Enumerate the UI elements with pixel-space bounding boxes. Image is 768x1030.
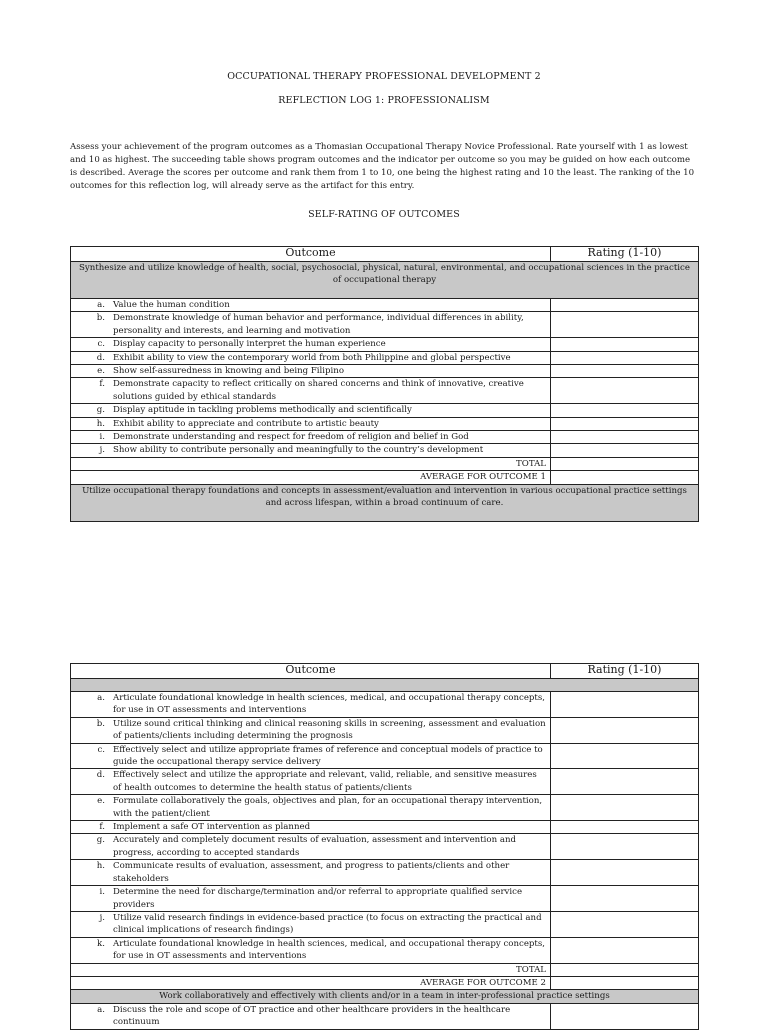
rating-cell[interactable]: [551, 692, 699, 718]
rating-cell[interactable]: [551, 338, 699, 351]
item-text: Demonstrate understanding and respect for freedom of religion and belief in God: [113, 432, 469, 443]
item-letter: i.: [99, 887, 105, 898]
table-row: [71, 299, 699, 312]
table-row: [71, 717, 699, 743]
item-text: Display aptitude in tackling problems methodically and scientifically: [113, 405, 412, 416]
outcome-1-title: Synthesize and utilize knowledge of health, social, psychosocial, physical, natural, environmental, and occupational sciences in the practice of occupational therapy: [71, 262, 699, 299]
item-text: Exhibit ability to appreciate and contribute to artistic beauty: [113, 418, 379, 429]
table-row: [71, 378, 699, 404]
rating-cell[interactable]: [551, 795, 699, 821]
item-letter: a.: [97, 300, 105, 310]
item-letter: d.: [96, 770, 105, 781]
rating-cell[interactable]: [551, 351, 699, 364]
rating-cell[interactable]: [551, 365, 699, 378]
log-title: REFLECTION LOG 1: PROFESSIONALISM: [278, 95, 490, 106]
item-letter: k.: [97, 938, 105, 949]
item-letter: j.: [99, 445, 105, 456]
item-letter: a.: [97, 1004, 105, 1015]
item-letter: e.: [97, 366, 105, 377]
average-label: AVERAGE FOR OUTCOME 2: [71, 976, 551, 989]
table-row: [71, 692, 699, 718]
total-label: TOTAL: [71, 457, 551, 470]
rating-cell[interactable]: [551, 937, 699, 963]
outcome-2-band: [71, 679, 699, 692]
table-row: [71, 937, 699, 963]
outcomes-table-2: [70, 663, 699, 1030]
average-cell[interactable]: [551, 976, 699, 989]
table-header-row: [71, 664, 699, 679]
item-letter: c.: [97, 744, 105, 755]
item-text: Effectively select and utilize appropriate frames of reference and conceptual models of practice to guide the occupational therapy service delivery: [113, 744, 543, 768]
table-row: [71, 821, 699, 834]
outcome-column-header: Outcome: [71, 664, 551, 679]
section-title: SELF-RATING OF OUTCOMES: [308, 209, 460, 220]
table-row: [71, 431, 699, 444]
table-row: [71, 417, 699, 430]
table-row: [71, 834, 699, 860]
item-letter: g.: [96, 835, 105, 846]
outcomes-table-1: [70, 246, 699, 522]
total-row: [71, 963, 699, 976]
table-row: [71, 860, 699, 886]
outcome-3-title-row: [71, 990, 699, 1003]
item-text: Exhibit ability to view the contemporary world from both Philippine and global perspective: [113, 352, 511, 363]
rating-cell[interactable]: [551, 378, 699, 404]
rating-cell[interactable]: [551, 743, 699, 769]
item-text: Determine the need for discharge/termination and/or referral to appropriate qualified service providers: [113, 887, 523, 910]
table-row: [71, 444, 699, 457]
item-text: Accurately and completely document results of evaluation, assessment and intervention and progress, according to accepted standards: [113, 835, 517, 858]
outcome-2-band-row: [71, 679, 699, 692]
item-text: Show self-assuredness in knowing and being Filipino: [113, 366, 345, 377]
table-header-row: [71, 247, 699, 262]
outcome-2-title: Utilize occupational therapy foundations and concepts in assessment/evaluation and intervention in various occupational practice settings and across lifespan, within a broad continuum of care.: [71, 484, 699, 521]
rating-cell[interactable]: [551, 299, 699, 312]
rating-cell[interactable]: [551, 312, 699, 338]
total-cell[interactable]: [551, 457, 699, 470]
item-text: Articulate foundational knowledge in health sciences, medical, and occupational therapy concepts, for use in OT assessments and interventions: [113, 938, 545, 962]
item-letter: i.: [99, 432, 105, 443]
item-text: Demonstrate knowledge of human behavior and performance, individual differences in ability, personality and interests, and learning and motivation: [113, 313, 524, 336]
instructions-text: Assess your achievement of the program outcomes as a Thomasian Occupational Therapy Novice Professional. Rate yourself with 1 as lowest and 10 as highest. The succeeding table shows program outcomes and the indicator per outcome so you may be guided on how each outcome is described. Average the scores per outcome and rank them from 1 to 10, one being the highest rating and 10 the least. The ranking of the 10 outcomes for this reflection log, will already serve as the artifact for this entry.: [70, 142, 695, 191]
table-row: [71, 886, 699, 912]
table-row: [71, 1003, 699, 1029]
course-title: OCCUPATIONAL THERAPY PROFESSIONAL DEVELOPMENT 2: [227, 71, 541, 82]
item-text: Effectively select and utilize the appropriate and relevant, valid, reliable, and sensitive measures of health outcomes to determine the health status of patients/clients: [113, 770, 537, 793]
total-cell[interactable]: [551, 963, 699, 976]
rating-column-header: Rating (1-10): [551, 664, 699, 679]
rating-cell[interactable]: [551, 886, 699, 912]
outcome-3-title: Work collaboratively and effectively with clients and/or in a team in inter-professional practice settings: [71, 990, 699, 1003]
item-letter: c.: [97, 339, 105, 350]
rating-cell[interactable]: [551, 1003, 699, 1029]
item-letter: b.: [96, 718, 105, 729]
rating-cell[interactable]: [551, 404, 699, 417]
rating-cell[interactable]: [551, 769, 699, 795]
average-row: [71, 976, 699, 989]
rating-cell[interactable]: [551, 834, 699, 860]
table-row: [71, 365, 699, 378]
item-letter: f.: [99, 822, 105, 833]
item-text: Show ability to contribute personally and meaningfully to the country’s development: [113, 445, 484, 456]
item-letter: d.: [96, 352, 105, 363]
total-label: TOTAL: [71, 963, 551, 976]
rating-cell[interactable]: [551, 821, 699, 834]
item-text: Demonstrate capacity to reflect critically on shared concerns and think of innovative, creative solutions guided by ethical standards: [113, 379, 524, 402]
outcome-1-title-row: [71, 262, 699, 299]
item-letter: j.: [99, 912, 105, 923]
rating-cell[interactable]: [551, 860, 699, 886]
average-row: [71, 471, 699, 484]
instructions-paragraph: [70, 141, 698, 193]
item-text: Discuss the role and scope of OT practice and other healthcare providers in the healthcare continuum: [113, 1004, 511, 1028]
item-letter: h.: [96, 418, 105, 429]
rating-cell[interactable]: [551, 911, 699, 937]
table-row: [71, 743, 699, 769]
item-text: Articulate foundational knowledge in health sciences, medical, and occupational therapy concepts, for use in OT assessments and interventions: [113, 693, 545, 716]
table-row: [71, 338, 699, 351]
table-row: [71, 795, 699, 821]
average-label: AVERAGE FOR OUTCOME 1: [71, 471, 551, 484]
outcome-column-header: Outcome: [71, 247, 551, 262]
table-row: [71, 911, 699, 937]
item-text: Communicate results of evaluation, assessment, and progress to patients/clients and other stakeholders: [113, 861, 510, 884]
item-text: Utilize sound critical thinking and clinical reasoning skills in screening, assessment and evaluation of patients/clients including determining the prognosis: [113, 718, 546, 742]
outcome-2-title-row: [71, 484, 699, 521]
item-letter: f.: [99, 379, 105, 390]
item-letter: e.: [97, 796, 105, 807]
average-cell[interactable]: [551, 471, 699, 484]
table-row: [71, 312, 699, 338]
item-letter: g.: [96, 405, 105, 416]
item-letter: a.: [97, 693, 105, 703]
table-row: [71, 351, 699, 364]
item-text: Display capacity to personally interpret the human experience: [113, 339, 386, 350]
table-row: [71, 404, 699, 417]
item-letter: b.: [96, 313, 105, 324]
rating-cell[interactable]: [551, 444, 699, 457]
item-text: Value the human condition: [113, 300, 230, 310]
item-letter: h.: [96, 861, 105, 872]
item-text: Utilize valid research findings in evidence-based practice (to focus on extracting the practical and clinical implications of research findings): [113, 912, 542, 936]
rating-cell[interactable]: [551, 417, 699, 430]
table-row: [71, 769, 699, 795]
item-text: Implement a safe OT intervention as planned: [113, 822, 311, 833]
item-text: Formulate collaboratively the goals, objectives and plan, for an occupational therapy intervention, with the patient/client: [113, 796, 543, 819]
rating-cell[interactable]: [551, 431, 699, 444]
rating-cell[interactable]: [551, 717, 699, 743]
rating-column-header: Rating (1-10): [551, 247, 699, 262]
total-row: [71, 457, 699, 470]
